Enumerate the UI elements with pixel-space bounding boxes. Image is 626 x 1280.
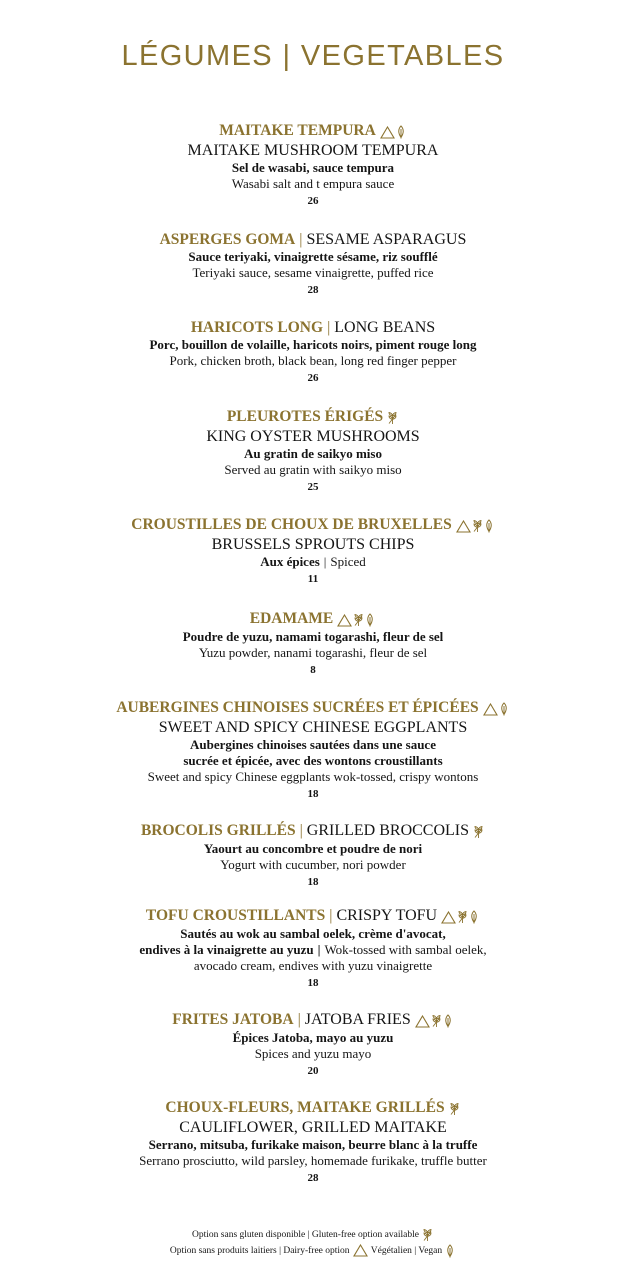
- item-name-fr: AUBERGINES CHINOISES SUCRÉES ET ÉPICÉES: [116, 699, 479, 716]
- item-price: 28: [307, 284, 319, 296]
- vegan-icon: [445, 1244, 455, 1258]
- item-desc-en: Yuzu powder, nanami togarashi, fleur de sel: [198, 645, 428, 660]
- legend-gluten-free-text: Option sans gluten disponible | Gluten-free option available: [192, 1230, 419, 1240]
- item-desc-en: avocado cream, endives with yuzu vinaigrette: [193, 958, 433, 973]
- item-name-en: CAULIFLOWER, GRILLED MAITAKE: [179, 1119, 447, 1136]
- item-name-en: SWEET AND SPICY CHINESE EGGPLANTS: [158, 719, 468, 736]
- item-name-en: BRUSSELS SPROUTS CHIPS: [211, 536, 415, 553]
- item-name-en: SESAME ASPARAGUS: [306, 231, 467, 248]
- item-price: 18: [307, 788, 319, 800]
- legend-dairy-vegan: [0, 1242, 626, 1261]
- item-desc-fr: Aux épices: [260, 554, 320, 569]
- item-name-en: MAITAKE MUSHROOM TEMPURA: [187, 142, 439, 159]
- item-name-fr: CHOUX-FLEURS, MAITAKE GRILLÉS: [165, 1099, 445, 1116]
- item-desc-en-2: Wok-tossed with sambal oelek,: [324, 942, 487, 957]
- item-desc-fr: Aubergines chinoises sautées dans une sauce: [190, 737, 436, 752]
- item-price: 20: [307, 1065, 319, 1077]
- item-desc-fr: Serrano, mitsuba, furikake maison, beurre blanc à la truffe: [148, 1137, 478, 1152]
- item-desc-fr: Épices Jatoba, mayo au yuzu: [232, 1030, 394, 1045]
- item-desc-en: Sweet and spicy Chinese eggplants wok-tossed, crispy wontons: [147, 769, 479, 784]
- item-name-fr: CROUSTILLES DE CHOUX DE BRUXELLES: [131, 516, 452, 533]
- item-desc-fr: Au gratin de saikyo miso: [244, 446, 382, 461]
- dairy-free-icon: [441, 911, 456, 924]
- diet-icons: [441, 907, 480, 926]
- item-desc-fr: Sel de wasabi, sauce tempura: [231, 160, 395, 175]
- dairy-free-icon: [337, 614, 352, 627]
- item-price: 26: [307, 372, 319, 384]
- menu-item-tofu: TOFU CROUSTILLANTS | CRISPY TOFU Sautés au wok au sambal oelek, crème d'avocat, endives à la vinaigrette au yuzu | Wok-tossed with sambal oelek, avocado cream, endives with yuzu vinaigrette 18: [0, 906, 626, 992]
- item-price: 18: [307, 977, 319, 989]
- item-desc-fr: Porc, bouillon de volaille, haricots noirs, piment rouge long: [149, 337, 477, 352]
- item-desc-en: Serrano prosciutto, wild parsley, homemade furikake, truffle butter: [139, 1153, 487, 1168]
- item-desc-en: Teriyaki sauce, sesame vinaigrette, puffed rice: [192, 265, 434, 280]
- item-name-en: JATOBA FRIES: [304, 1011, 411, 1028]
- gluten-free-icon: [473, 825, 484, 839]
- vegan-icon: [484, 519, 494, 533]
- item-desc-fr: Poudre de yuzu, namami togarashi, fleur de sel: [182, 629, 444, 644]
- menu-item-edamame: [0, 609, 626, 679]
- item-name-fr: MAITAKE TEMPURA: [219, 122, 376, 139]
- menu-item-croustilles-bruxelles: CROUSTILLES DE CHOUX DE BRUXELLES BRUSSELS SPROUTS CHIPS Aux épices | Spiced 11: [0, 515, 626, 588]
- item-desc-fr-2: sucrée et épicée, avec des wontons croustillants: [183, 753, 443, 768]
- item-desc-en: Spices and yuzu mayo: [254, 1046, 372, 1061]
- menu-item-pleurotes-eriges: [0, 407, 626, 496]
- item-name-fr: HARICOTS LONG: [190, 319, 324, 336]
- diet-icons: [387, 408, 399, 427]
- page-title: LÉGUMES | VEGETABLES: [121, 40, 505, 72]
- item-desc-en: Yogurt with cucumber, nori powder: [220, 857, 406, 872]
- item-name-fr: ASPERGES GOMA: [159, 231, 296, 248]
- item-price: 25: [307, 481, 319, 493]
- gluten-free-icon: [422, 1228, 433, 1242]
- item-desc-en: Served au gratin with saikyo miso: [224, 462, 402, 477]
- diet-icons: [337, 610, 376, 629]
- item-name-en: CRISPY TOFU: [336, 907, 438, 924]
- item-desc-en: Pork, chicken broth, black bean, long red finger pepper: [169, 353, 457, 368]
- gluten-free-icon: [353, 613, 364, 627]
- diet-icons: [483, 699, 510, 718]
- vegan-icon: [365, 613, 375, 627]
- diet-icons: [449, 1099, 461, 1118]
- gluten-free-icon: [449, 1102, 460, 1116]
- item-name-fr: TOFU CROUSTILLANTS: [145, 907, 326, 924]
- dairy-free-icon: [415, 1015, 430, 1028]
- item-price: 18: [307, 876, 319, 888]
- diet-icons: [473, 822, 485, 841]
- vegan-icon: [443, 1014, 453, 1028]
- menu-item-maitake-tempura: [0, 121, 626, 210]
- dairy-free-icon: [380, 126, 395, 139]
- item-desc-en: Spiced: [330, 554, 366, 569]
- item-name-fr: FRITES JATOBA: [172, 1011, 294, 1028]
- item-desc-fr: Sauce teriyaki, vinaigrette sésame, riz soufflé: [188, 249, 438, 264]
- dairy-free-icon: [456, 520, 471, 533]
- item-price: 28: [307, 1172, 319, 1184]
- diet-icons: [456, 516, 495, 535]
- item-name-fr: PLEUROTES ÉRIGÉS: [226, 408, 384, 425]
- dairy-free-icon: [353, 1244, 368, 1257]
- item-name-en: GRILLED BROCCOLIS: [306, 822, 470, 839]
- menu-item-asperges-goma: ASPERGES GOMA | SESAME ASPARAGUS Sauce teriyaki, vinaigrette sésame, riz soufflé Teriyaki sauce, sesame vinaigrette, puffed rice 28: [0, 230, 626, 299]
- item-name-en: LONG BEANS: [334, 319, 436, 336]
- vegan-icon: [396, 125, 406, 139]
- item-name-en: KING OYSTER MUSHROOMS: [206, 428, 420, 445]
- gluten-free-icon: [387, 411, 398, 425]
- menu-item-choux-fleurs: [0, 1098, 626, 1187]
- item-desc-fr: Sautés au wok au sambal oelek, crème d'avocat,: [180, 926, 446, 941]
- legend-dairy-free-text: Option sans produits laitiers | Dairy-free option: [169, 1246, 350, 1256]
- item-name-fr: BROCOLIS GRILLÉS: [140, 822, 296, 839]
- item-name-fr: EDAMAME: [249, 610, 334, 627]
- menu-item-aubergines: [0, 698, 626, 803]
- legend-vegan-text: Végétalien | Vegan: [370, 1246, 443, 1256]
- item-price: 26: [307, 195, 319, 207]
- menu-item-frites-jatoba: FRITES JATOBA | JATOBA FRIES Épices Jatoba, mayo au yuzu Spices and yuzu mayo 20: [0, 1010, 626, 1080]
- item-desc-en: Wasabi salt and t empura sauce: [231, 176, 395, 191]
- dairy-free-icon: [483, 703, 498, 716]
- gluten-free-icon: [457, 910, 468, 924]
- item-desc-fr-2: endives à la vinaigrette au yuzu: [139, 942, 314, 957]
- diet-icons: [380, 122, 407, 141]
- menu-item-brocolis: BROCOLIS GRILLÉS | GRILLED BROCCOLIS Yaourt au concombre et poudre de nori Yogurt with cucumber, nori powder 18: [0, 821, 626, 891]
- gluten-free-icon: [431, 1014, 442, 1028]
- gluten-free-icon: [472, 519, 483, 533]
- item-price: 11: [307, 573, 319, 585]
- vegan-icon: [499, 702, 509, 716]
- menu-item-haricots-long: HARICOTS LONG | LONG BEANS Porc, bouillon de volaille, haricots noirs, piment rouge long Pork, chicken broth, black bean, long red finger pepper 26: [0, 318, 626, 387]
- diet-icons: [415, 1011, 454, 1030]
- item-desc-fr: Yaourt au concombre et poudre de nori: [203, 841, 423, 856]
- item-price: 8: [310, 664, 316, 676]
- vegan-icon: [469, 910, 479, 924]
